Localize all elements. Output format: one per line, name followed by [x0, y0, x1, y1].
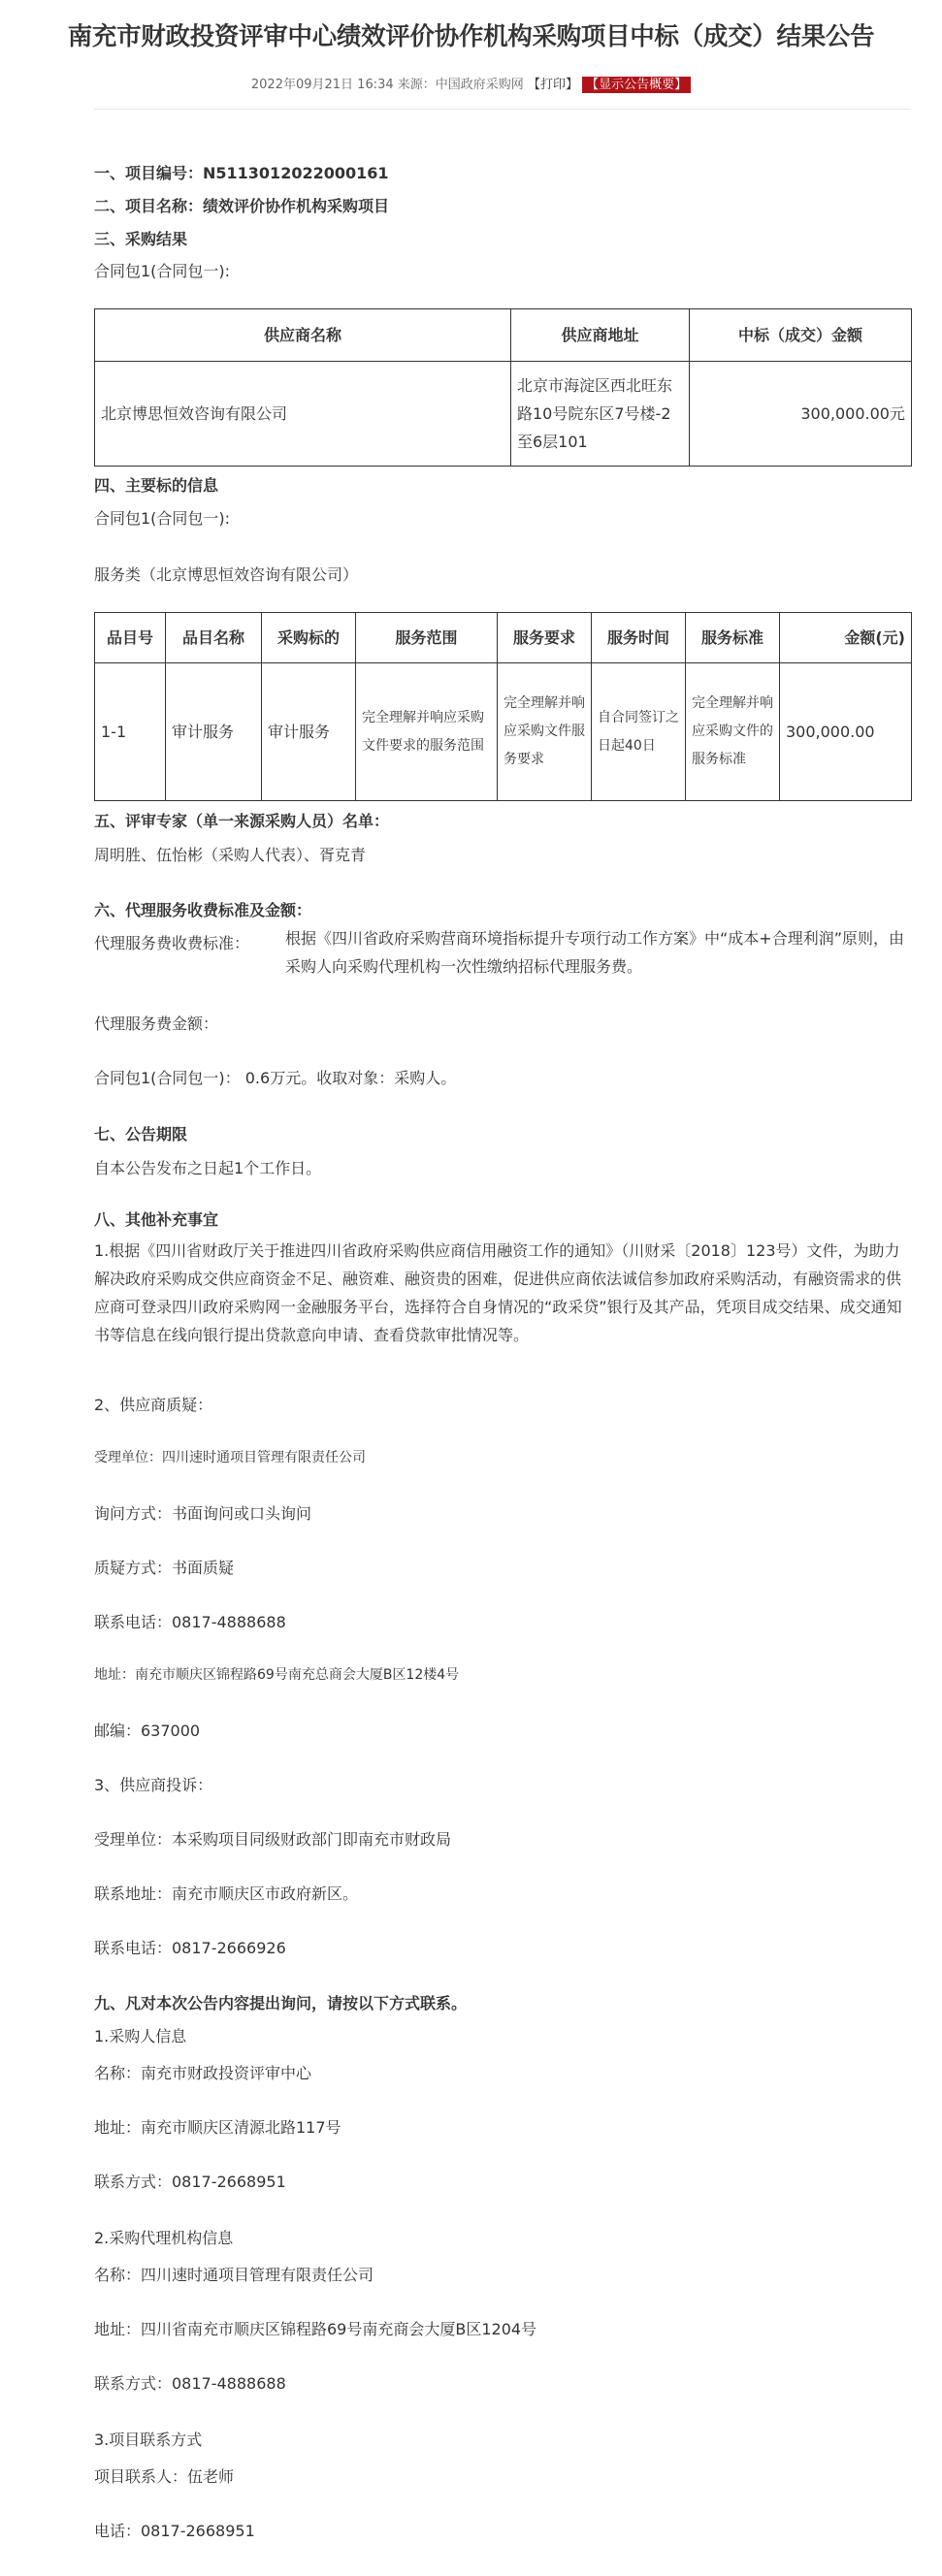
table-header: 服务时间 — [592, 613, 686, 663]
project-contact-person: 项目联系人：伍老师 — [94, 2467, 235, 2486]
agency-heading: 2.采购代理机构信息 — [94, 2229, 234, 2247]
section-contact: 九、凡对本次公告内容提出询问，请按以下方式联系。 — [94, 1994, 468, 2012]
table-header: 中标（成交）金额 — [690, 309, 912, 362]
question-unit: 受理单位：四川速时通项目管理有限责任公司 — [94, 1450, 366, 1465]
source: 来源：中国政府采购网 — [397, 78, 524, 92]
item-target: 审计服务 — [262, 663, 356, 801]
section-project-name: 二、项目名称：绩效评价协作机构采购项目 — [94, 197, 390, 215]
show-summary-button[interactable]: 【显示公告概要】 — [582, 77, 691, 93]
publish-date: 2022年09月21日 16:34 — [250, 78, 394, 92]
complaint-address: 联系地址：南充市顺庆区市政府新区。 — [94, 1884, 359, 1903]
question-address: 地址：南充市顺庆区锦程路69号南充总商会大厦B区12楼4号 — [94, 1667, 460, 1683]
items-table — [94, 612, 912, 801]
divider — [94, 109, 911, 110]
item-requirement: 完全理解并响应采购文件服务要求 — [498, 663, 592, 801]
purchaser-heading: 1.采购人信息 — [94, 2027, 187, 2045]
section-project-number: 一、项目编号：N5113012022000161 — [94, 164, 389, 182]
fee-standard-label: 代理服务费收费标准： — [94, 934, 250, 952]
table-header: 供应商地址 — [511, 309, 690, 362]
question-phone: 联系电话：0817-4888688 — [94, 1613, 286, 1631]
supplier-question-heading: 2、供应商质疑： — [94, 1396, 213, 1414]
table-header: 金额(元) — [780, 613, 912, 663]
section-experts: 五、评审专家（单一来源采购人员）名单： — [94, 812, 390, 830]
item-code: 1-1 — [95, 663, 166, 801]
complaint-phone: 联系电话：0817-2666926 — [94, 1939, 286, 1957]
package-label: 合同包1(合同包一): — [94, 262, 231, 280]
table-row — [95, 663, 912, 801]
section-agency-fee: 六、代理服务收费标准及金额： — [94, 901, 312, 919]
project-contact-phone: 电话：0817-2668951 — [94, 2522, 255, 2540]
purchaser-name: 名称：南充市财政投资评审中心 — [94, 2064, 312, 2082]
supplier-complaint-heading: 3、供应商投诉： — [94, 1776, 213, 1794]
credit-financing-text: 1.根据《四川省财政厅关于推进四川省政府采购供应商信用融资工作的通知》（川财采〔2018〕123号）文件，为助力解决政府采购成交供应商资金不足、融资难、融资贵的困难，促进供应商依法诚信参加政府采购活动，有融资需求的供应商可登录四川政府采购网一金融服务平台，选择符合自身情况的“政采贷”银行及其产品，凭项目成交结果、成交通知书等信息在线向银行提出贷款意向申请、查看贷款审批情况等。 — [94, 1241, 902, 1344]
complaint-unit: 受理单位：本采购项目同级财政部门即南充市财政局 — [94, 1830, 452, 1849]
package-label: 合同包1(合同包一): — [94, 509, 231, 528]
question-zip: 邮编：637000 — [94, 1722, 201, 1740]
section-purchase-result: 三、采购结果 — [94, 230, 188, 248]
fee-standard-text: 根据《四川省政府采购营商环境指标提升专项行动工作方案》中“成本+合理利润”原则，由采购人向采购代理机构一次性缴纳招标代理服务费。 — [285, 929, 904, 976]
item-scope: 完全理解并响应采购文件要求的服务范围 — [356, 663, 498, 801]
table-header: 服务标准 — [686, 613, 780, 663]
item-name: 审计服务 — [166, 663, 262, 801]
purchaser-phone: 联系方式：0817-2668951 — [94, 2173, 286, 2191]
page-title: 南充市财政投资评审中心绩效评价协作机构采购项目中标（成交）结果公告 — [67, 22, 875, 51]
inquiry-mode: 询问方式：书面询问或口头询问 — [94, 1504, 312, 1523]
table-header: 采购标的 — [262, 613, 356, 663]
agency-address: 地址：四川省南充市顺庆区锦程路69号南充商会大厦B区1204号 — [94, 2320, 537, 2338]
fee-amount-label: 代理服务费金额： — [94, 1014, 219, 1033]
notice-period-text: 自本公告发布之日起1个工作日。 — [94, 1159, 322, 1177]
article-meta — [0, 74, 942, 92]
section-notice-period: 七、公告期限 — [94, 1125, 188, 1143]
project-contact-heading: 3.项目联系方式 — [94, 2431, 203, 2449]
expert-names: 周明胜、伍怡彬（采购人代表）、胥克青 — [94, 846, 367, 864]
question-mode: 质疑方式：书面质疑 — [94, 1559, 235, 1577]
print-link[interactable]: 【打印】 — [527, 78, 578, 92]
section-main-items: 四、主要标的信息 — [94, 476, 219, 495]
result-table — [94, 308, 912, 467]
table-header: 服务要求 — [498, 613, 592, 663]
agency-name: 名称：四川速时通项目管理有限责任公司 — [94, 2266, 374, 2284]
purchaser-address: 地址：南充市顺庆区清源北路117号 — [94, 2118, 341, 2137]
table-header: 服务范围 — [356, 613, 498, 663]
supplier-address: 北京市海淀区西北旺东路10号院东区7号楼-2至6层101 — [511, 362, 690, 467]
section-other-matters: 八、其他补充事宜 — [94, 1210, 219, 1229]
item-time: 自合同签订之日起40日 — [592, 663, 686, 801]
table-header: 品目号 — [95, 613, 166, 663]
table-header: 品目名称 — [166, 613, 262, 663]
table-row — [95, 362, 912, 467]
service-type: 服务类（北京博思恒效咨询有限公司） — [94, 565, 359, 584]
item-standard: 完全理解并响应采购文件的服务标准 — [686, 663, 780, 801]
supplier-name: 北京博思恒效咨询有限公司 — [95, 362, 511, 467]
award-amount: 300,000.00元 — [690, 362, 912, 467]
fee-amount: 合同包1(合同包一)： 0.6万元。收取对象：采购人。 — [94, 1069, 457, 1087]
agency-phone: 联系方式：0817-4888688 — [94, 2374, 286, 2393]
item-amount: 300,000.00 — [780, 663, 912, 801]
table-header: 供应商名称 — [95, 309, 511, 362]
